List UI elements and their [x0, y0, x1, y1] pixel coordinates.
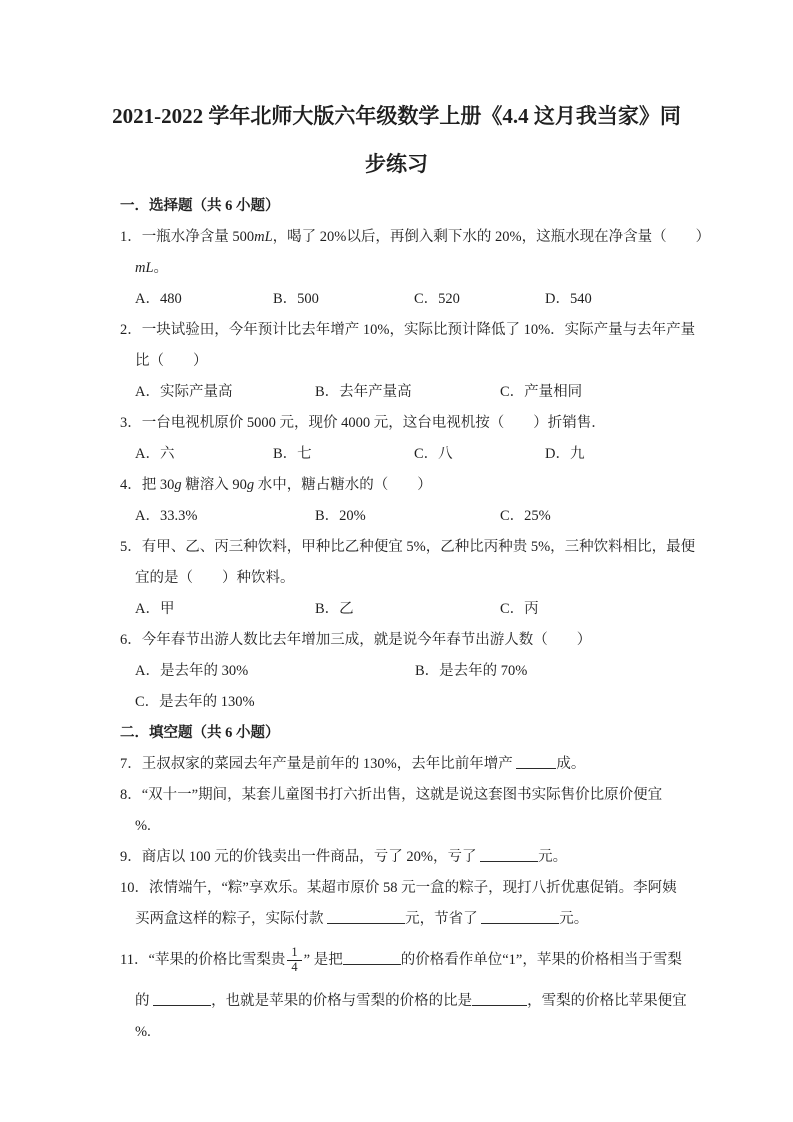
section-heading: 二．填空题（共 6 小题） — [120, 725, 280, 741]
option-C: C．产量相同 — [500, 384, 583, 400]
question-line — [135, 1017, 693, 1048]
math-unit: g — [246, 477, 255, 493]
question-7 — [120, 749, 693, 780]
option-C: C．520 — [414, 291, 460, 307]
option-A: A．480 — [135, 291, 182, 307]
option-A: A．甲 — [135, 601, 175, 617]
fraction — [287, 946, 301, 975]
question-line — [120, 222, 711, 253]
answer-blank — [153, 991, 211, 1007]
math-unit: mL — [135, 260, 154, 276]
option-A: A．是去年的 30% — [135, 663, 249, 679]
question-number: 6． — [120, 632, 142, 648]
question-line — [135, 986, 693, 1017]
option-A: A．33.3% — [135, 508, 198, 524]
question-1 — [120, 222, 711, 315]
question-number: 1． — [120, 229, 142, 245]
question-number: 3． — [120, 415, 142, 431]
option-B: B．20% — [315, 508, 366, 524]
question-text: 一块试验田，今年预计比去年增产 10%，实际比预计降低了 10%．实际产量与去年产量 — [141, 322, 696, 338]
question-text: 比（ ） — [135, 353, 208, 369]
question-text: ，雪梨的价格比苹果便宜 — [527, 993, 687, 1009]
question-line — [120, 315, 696, 346]
question-text: ” 是把 — [303, 952, 343, 968]
options-row — [135, 687, 693, 718]
answer-blank — [480, 847, 538, 863]
question-number: 9． — [120, 849, 142, 865]
question-number: 8． — [120, 787, 142, 803]
question-number: 7． — [120, 756, 142, 772]
question-number: 5． — [120, 539, 142, 555]
answer-blank — [516, 754, 556, 770]
answer-blank — [472, 991, 527, 1007]
question-line — [120, 842, 693, 873]
question-4 — [120, 470, 693, 532]
question-text: 把 30 — [141, 477, 175, 493]
question-text: ，喝了 20%以后，再倒入剩下水的 20%，这瓶水现在净含量（ ） — [272, 229, 711, 245]
section-heading: 一．选择题（共 6 小题） — [120, 198, 280, 214]
question-text: 买两盒这样的粽子，实际付款 — [135, 911, 328, 927]
question-text: 元。 — [538, 849, 568, 865]
question-number: 11． — [120, 952, 149, 968]
question-text: “苹果的价格比雪梨贵 — [148, 952, 286, 968]
question-line — [120, 873, 693, 904]
question-text: 一台电视机原价 5000 元，现价 4000 元，这台电视机按（ ）折销售． — [141, 415, 606, 431]
options-row — [135, 656, 693, 687]
question-9 — [120, 842, 693, 873]
question-line — [135, 811, 693, 842]
question-5 — [120, 532, 696, 625]
option-C: C．丙 — [500, 601, 539, 617]
option-A: A．实际产量高 — [135, 384, 233, 400]
page-title — [100, 0, 693, 188]
question-text: 王叔叔家的菜园去年产量是前年的 130%，去年比前年增产 — [141, 756, 517, 772]
option-C: C．25% — [500, 508, 551, 524]
question-line — [120, 749, 693, 780]
option-B: B．去年产量高 — [315, 384, 412, 400]
options-row — [135, 439, 693, 470]
option-B: B．500 — [273, 291, 319, 307]
option-D: D．九 — [545, 446, 585, 462]
answer-blank — [481, 909, 559, 925]
question-text: 糖溶入 90 — [181, 477, 247, 493]
question-number: 4． — [120, 477, 142, 493]
question-text: %. — [135, 818, 151, 834]
fraction-numerator: 1 — [287, 946, 301, 961]
options-row — [135, 284, 693, 315]
answer-blank — [327, 909, 405, 925]
question-text: 宜的是（ ）种饮料。 — [135, 570, 295, 586]
question-text: 水中，糖占糖水的（ ） — [254, 477, 432, 493]
question-text: 今年春节出游人数比去年增加三成，就是说今年春节出游人数（ ） — [141, 632, 592, 648]
question-text: 成。 — [556, 756, 586, 772]
math-unit: g — [174, 477, 182, 493]
question-text: 商店以 100 元的价钱卖出一件商品，亏了 20%，亏了 — [141, 849, 481, 865]
question-text: %. — [135, 1024, 151, 1040]
question-line — [120, 408, 693, 439]
options-row — [135, 377, 693, 408]
options-row — [135, 501, 693, 532]
question-line — [120, 935, 693, 986]
question-11 — [120, 935, 693, 1048]
math-unit: mL — [254, 229, 273, 245]
fraction-denominator: 4 — [291, 959, 298, 974]
option-A: A．六 — [135, 446, 175, 462]
question-text: 元。 — [559, 911, 589, 927]
title-line-1: 2021-2022 学年北师大版六年级数学上册《4.4 这月我当家》同 — [112, 104, 681, 128]
question-text: 的 — [135, 993, 154, 1009]
question-text: “双十一”期间，某套儿童图书打六折出售，这就是说这套图书实际售价比原价便宜 — [141, 787, 663, 803]
option-C: C．是去年的 130% — [135, 694, 255, 710]
question-text: 元，节省了 — [405, 911, 482, 927]
options-row — [135, 594, 693, 625]
answer-blank — [343, 950, 401, 966]
question-line — [135, 904, 693, 935]
question-2 — [120, 315, 696, 408]
question-line — [120, 780, 693, 811]
question-line — [120, 625, 693, 656]
question-text: ，也就是苹果的价格与雪梨的价格的比是 — [211, 993, 473, 1009]
question-6 — [120, 625, 693, 718]
worksheet-content — [120, 191, 711, 1048]
question-line — [135, 253, 693, 284]
question-text: 。 — [153, 260, 169, 276]
question-text: 浓情端午，“粽”享欢乐。某超市原价 58 元一盒的粽子，现打八折优惠促销。李阿姨 — [149, 880, 677, 896]
question-line — [135, 346, 693, 377]
option-C: C．八 — [414, 446, 453, 462]
question-text: 的价格看作单位“1”，苹果的价格相当于雪梨 — [400, 952, 682, 968]
question-8 — [120, 780, 693, 842]
question-number: 10． — [120, 880, 149, 896]
question-text: 一瓶水净含量 500 — [141, 229, 255, 245]
option-B: B．是去年的 70% — [415, 663, 528, 679]
question-line — [120, 532, 696, 563]
question-10 — [120, 873, 693, 935]
option-D: D．540 — [545, 291, 592, 307]
question-line — [135, 563, 693, 594]
question-line — [120, 470, 693, 501]
question-text: 有甲、乙、丙三种饮料，甲种比乙种便宜 5%，乙种比丙种贵 5%，三种饮料相比，最便 — [141, 539, 696, 555]
option-B: B．乙 — [315, 601, 354, 617]
question-number: 2． — [120, 322, 142, 338]
option-B: B．七 — [273, 446, 312, 462]
title-line-2: 步练习 — [365, 152, 428, 176]
question-3 — [120, 408, 693, 470]
